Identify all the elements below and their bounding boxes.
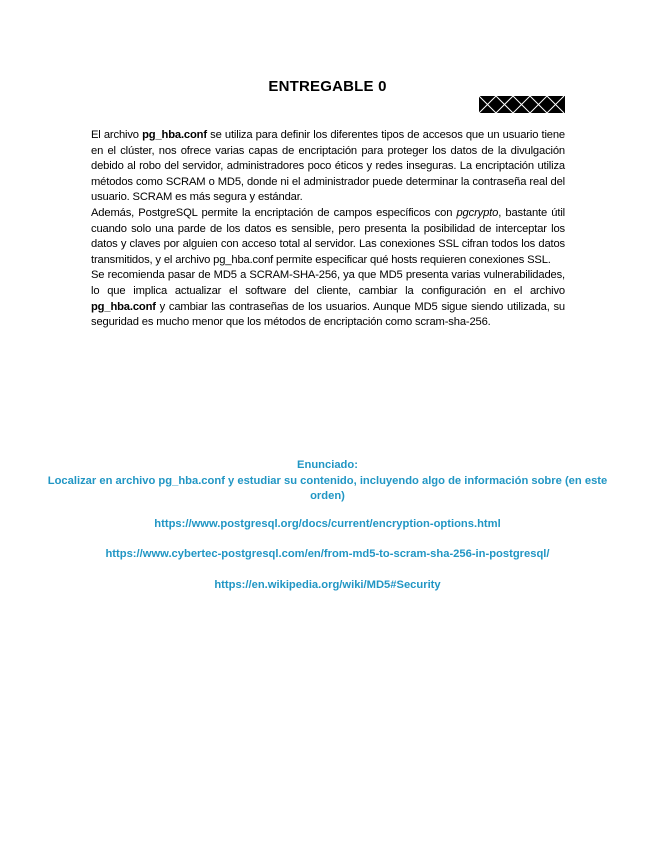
paragraph-3 <box>91 268 565 330</box>
enunciado-text: Localizar en archivo pg_hba.conf y estudiar su contenido, incluyendo algo de información sobre (en este orden) <box>47 474 608 503</box>
crosshatch-pattern <box>479 96 565 113</box>
paragraph-1 <box>91 128 565 206</box>
redacted-stamp <box>479 96 565 113</box>
text: Además, PostgreSQL permite la encriptación de campos específicos con <box>91 206 457 219</box>
document-title: ENTREGABLE 0 <box>268 78 387 95</box>
text: Se recomienda pasar de MD5 a SCRAM-SHA-256, ya que MD5 presenta varias vulnerabilidades, lo que implica actualizar el software del cliente, cambiar la configuración en el archivo <box>91 269 565 297</box>
bold-filename: pg_hba.conf <box>142 129 207 141</box>
link-wikipedia-md5[interactable]: https://en.wikipedia.org/wiki/MD5#Security <box>214 579 441 591</box>
body-text <box>91 128 565 331</box>
link-postgresql-docs[interactable]: https://www.postgresql.org/docs/current/encryption-options.html <box>154 518 501 530</box>
enunciado-block <box>40 458 615 505</box>
paragraph-2 <box>91 206 565 268</box>
bold-filename: pg_hba.conf <box>91 300 156 313</box>
text: El archivo <box>91 129 143 141</box>
text: y cambiar las contraseñas de los usuarios. Aunque MD5 sigue siendo utilizada, su seguridad es mucho menor que los métodos de encriptación como scram-sha-256. <box>91 300 565 329</box>
enunciado-heading: Enunciado: <box>297 459 358 471</box>
link-cybertec[interactable]: https://www.cybertec-postgresql.com/en/from-md5-to-scram-sha-256-in-postgresql/ <box>105 548 550 560</box>
text: se utiliza para definir los diferentes tipos de accesos que un usuario tiene en el clúster, nos ofrece varias capas de encriptación para proteger los datos de la divulgación debido al robo del servidor, administradores poco éticos y redes inseguras. La encriptación utiliza métodos como SCRAM o MD5, donde ni el administrador puede determinar la contraseña real del usuario. SCRAM es más segura y estándar. <box>91 129 565 204</box>
text: , bastante útil cuando solo una parde de los datos es sensible, pero presenta la posibilidad de interceptar los datos y claves por alguien con acceso total al servidor. Las conexiones SSL cifran todos los datos transmitidos, y el archivo pg_hba.conf permite especificar qué hosts requieren conexiones SSL. <box>91 206 565 266</box>
italic-term: pgcrypto <box>456 206 499 219</box>
